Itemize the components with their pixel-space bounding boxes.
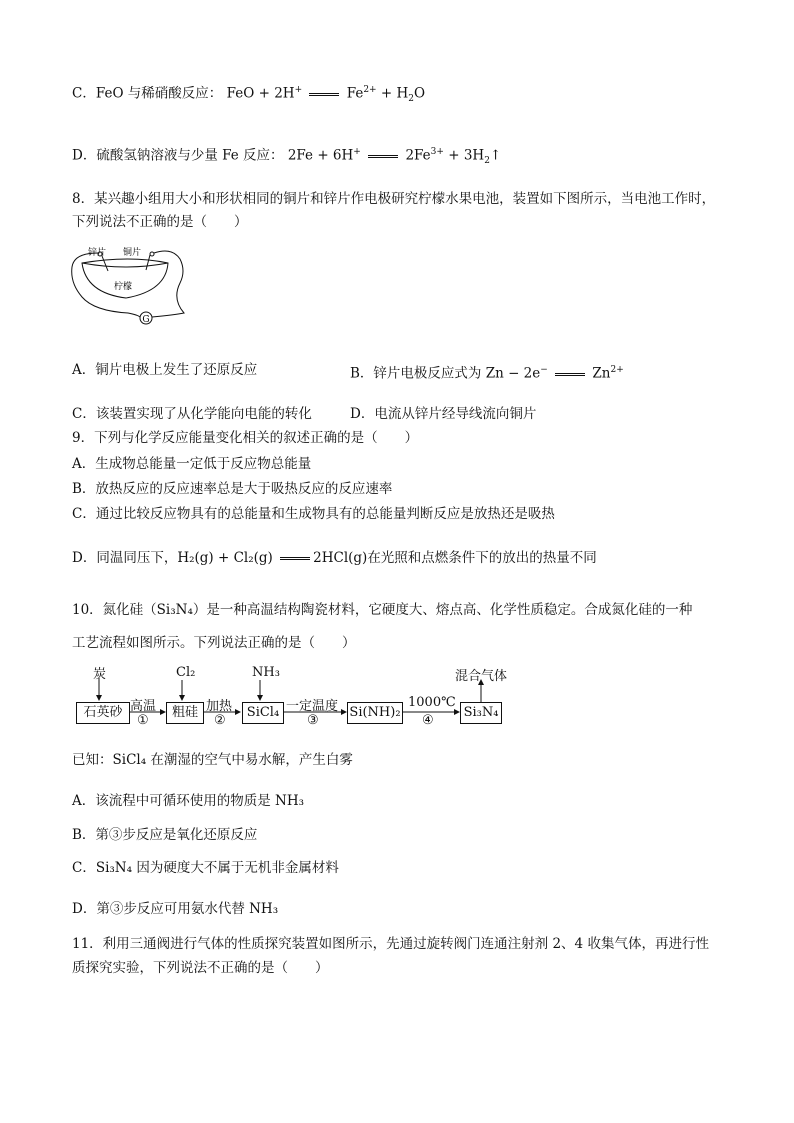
flow-step-1: ① <box>137 713 149 728</box>
q7-d-eq-left: 2Fe + 6H <box>287 147 354 164</box>
q9-option-d <box>72 548 597 568</box>
q7-c-sup2: 2+ <box>363 85 377 95</box>
flow-step-2: ② <box>214 713 226 728</box>
q7-d-label: D．硫酸氢钠溶液与少量 Fe 反应： <box>72 147 284 164</box>
flow-box-quartz: 石英砂 <box>76 702 130 724</box>
equals-sign <box>280 557 310 560</box>
q7-d-sup2: 3+ <box>430 147 444 157</box>
q9-d-tail: 在光照和点燃条件下的放出的热量不同 <box>367 550 597 566</box>
galvanometer-label: G <box>142 315 150 325</box>
equals-sign <box>309 93 339 96</box>
q11-stem-2: 质探究实验，下列说法不正确的是（ ） <box>72 960 329 976</box>
flow-box-crude-si: 粗硅 <box>166 702 204 724</box>
q9-option-a: A．生成物总能量一定低于反应物总能量 <box>72 456 312 472</box>
q7-d-eq-right: 2Fe <box>405 147 431 164</box>
q10-option-b: B．第③步反应是氧化还原反应 <box>72 827 258 843</box>
q8-stem: 8．某兴趣小组用大小和形状相同的铜片和锌片作电极研究柠檬水果电池，装置如下图所示，当电池工作时， <box>72 191 716 207</box>
q7-c-eq-right-b: + H <box>380 85 409 102</box>
equals-sign <box>555 373 585 376</box>
zinc-label: 锌片 <box>88 248 107 258</box>
q8-option-b <box>350 360 624 384</box>
q8-b-sup: − <box>540 365 548 375</box>
flow-step-4: ④ <box>422 713 434 728</box>
flow-box-sicl4: SiCl₄ <box>242 702 284 724</box>
flow-cond-4: 1000℃ <box>408 695 456 710</box>
equals-sign <box>368 155 398 158</box>
q10-stem: 10．氮化硅（Si₃N₄）是一种高温结构陶瓷材料，它硬度大、熔点高、化学性质稳定。合成氮化硅的一种 <box>72 602 693 618</box>
q9-stem: 9．下列与化学反应能量变化相关的叙述正确的是（ ） <box>72 430 419 446</box>
flow-input-nh3: NH₃ <box>252 665 280 680</box>
q10-option-c: C．Si₃N₄ 因为硬度大不属于无机非金属材料 <box>72 860 339 876</box>
q8-stem-2: 下列说法不正确的是（ ） <box>72 214 248 230</box>
q9-option-c: C．通过比较反应物具有的总能量和生成物具有的总能量判断反应是放热还是吸热 <box>72 506 555 522</box>
q7-c-eq-right: Fe <box>346 85 364 102</box>
flow-input-cl2: Cl₂ <box>176 665 196 680</box>
q7-d-eq-right-b: + 3H <box>448 147 485 164</box>
q7-d-sub: 2 <box>484 156 490 167</box>
flow-step-3: ③ <box>307 713 319 728</box>
q11-stem: 11．利用三通阀进行气体的性质探究装置如图所示，先通过旋转阀门连通注射剂 2、4 收集气体，再进行性 <box>72 936 709 952</box>
q7-c-label: C．FeO 与稀硝酸反应： <box>72 85 223 102</box>
flow-cond-1: 高温 <box>130 699 157 714</box>
lemon-label: 柠檬 <box>114 282 133 292</box>
q9-d-eq-right: 2HCl(g) <box>313 550 368 566</box>
q10-note: 已知：SiCl₄ 在潮湿的空气中易水解，产生白雾 <box>72 752 353 768</box>
q8-b-right-sup: 2+ <box>610 365 624 375</box>
q9-d-label: D．同温同压下， <box>72 550 178 566</box>
q7-option-d <box>72 142 501 171</box>
q10-option-a: A．该流程中可循环使用的物质是 NH₃ <box>72 793 305 809</box>
q8-option-c: C．该装置实现了从化学能向电能的转化 <box>72 406 312 422</box>
q8-option-d: D．电流从锌片经导线流向铜片 <box>350 406 537 422</box>
q10-option-d: D．第③步反应可用氨水代替 NH₃ <box>72 901 279 917</box>
q7-d-sup: + <box>353 147 361 157</box>
flow-cond-3: 一定温度 <box>286 699 339 714</box>
flow-output-gas: 混合气体 <box>455 669 508 684</box>
q7-c-eq-right-c: O <box>414 85 426 102</box>
q9-d-eq-left: H₂(g) + Cl₂(g) <box>177 550 273 566</box>
q8-option-a: A．铜片电极上发生了还原反应 <box>72 362 258 378</box>
q7-option-c <box>72 80 425 109</box>
q10-stem-2: 工艺流程如图所示。下列说法正确的是（ ） <box>72 635 356 651</box>
q7-c-sup: + <box>294 85 303 95</box>
q7-c-eq-left: FeO + 2H <box>226 85 295 102</box>
q7-c-sub: 2 <box>408 94 415 105</box>
q8-b-label: B．锌片电极反应式为 Zn − 2e <box>350 365 541 382</box>
lemon-battery-figure <box>68 243 193 328</box>
q9-option-b: B．放热反应的反应速率总是大于吸热反应的反应速率 <box>72 481 393 497</box>
flow-box-si3n4: Si₃N₄ <box>460 702 502 724</box>
q8-b-right: Zn <box>592 365 611 382</box>
flow-input-carbon: 炭 <box>93 667 107 682</box>
copper-label: 铜片 <box>123 248 142 258</box>
flow-box-sinh2: Si(NH)₂ <box>347 702 403 724</box>
flow-cond-2: 加热 <box>206 699 233 714</box>
up-arrow-icon: ↑ <box>489 147 502 164</box>
